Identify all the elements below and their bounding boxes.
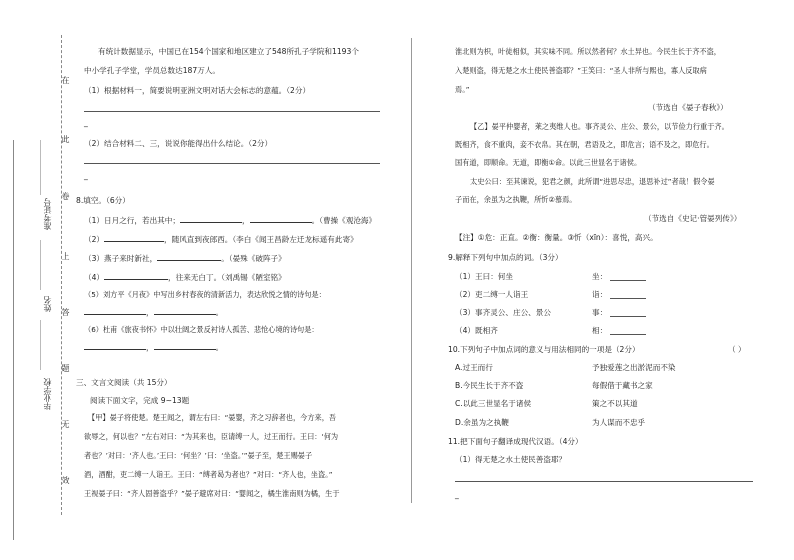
q10-option-b: 为人谋而不忠乎: [592, 418, 646, 427]
fill-text: ，往来无白丁。（刘禹锡《陋室铭》: [168, 273, 286, 282]
fill-text: （1）日月之行，若出其中；: [84, 216, 180, 225]
fill-blank[interactable]: [104, 233, 164, 242]
annotation-note: 【注】①危：正直。②衡：衡量。③忻（xīn）：喜悦，高兴。: [455, 233, 658, 242]
answer-dash: _: [84, 118, 88, 127]
exam-number-field[interactable]: [40, 140, 41, 195]
q9-word: 相：: [592, 326, 608, 335]
q9-sentence: （1）王曰：何坐: [455, 272, 513, 281]
passage-yi-line: 国有道，即顺命。无道，即衡①命。以此三世显名于诸侯。: [455, 158, 642, 167]
question-11: 11.把下面句子翻译成现代汉语。（4分）: [448, 437, 583, 446]
question-2: （2）结合材料二、三，说说你能得出什么结论。（2分）: [84, 139, 273, 148]
fill-item-3: [84, 252, 286, 264]
q11-sentence-1: （1）得无楚之水土使民善盗耶？: [455, 455, 567, 464]
intro-line: 中小学孔子学堂，学员总数达187万人。: [84, 66, 220, 75]
reading-intro: 阅读下面文字，完成 9~13题: [90, 396, 190, 405]
fill-text: 。（曹操《观沧海》: [311, 216, 377, 225]
q10-option-b: 策之不以其道: [592, 399, 638, 408]
answer-dash: _: [84, 171, 88, 180]
q10-option-b: 予独爱莲之出淤泥而不染: [592, 363, 676, 372]
passage-jia-line: 酒，酒酣，吏二缚一人诣王。王曰：“缚者曷为者也？”对曰：“齐人也，坐盗。”: [84, 470, 333, 479]
passage-jia-line: 者也？’对曰：‘齐人也。’王曰：‘何坐？’曰：‘坐盗。’”晏子至，楚王赐晏子: [84, 451, 313, 460]
q10-answer-paren[interactable]: （ ）: [728, 345, 746, 354]
q9-word: 诣：: [592, 290, 608, 299]
seal-char: 上: [61, 252, 70, 260]
column-divider: [411, 38, 412, 503]
fill-text: （6）杜甫《旅夜书怀》中以壮阔之景反衬诗人孤苦、悲怆心境的诗句是：: [84, 325, 319, 334]
q9-sentence: （2）吏二缚一人诣王: [455, 290, 529, 299]
q9-word: 事：: [592, 308, 608, 317]
passage-yi-line: 【乙】晏平仲婴者，莱之夷维人也。事齐灵公、庄公、景公，以节俭力行重于齐。: [470, 122, 729, 131]
fill-item-4: [84, 271, 286, 283]
seal-char: 效: [61, 476, 70, 484]
q9-word: 坐：: [592, 272, 608, 281]
passage-jia-line: 欲辱之，何以也？”左右对曰：“为其来也，臣请缚一人，过王而行。王曰：‘何为: [84, 432, 339, 441]
q9-sentence: （3）事齐灵公、庄公、景公: [455, 308, 551, 317]
seal-char: 题: [61, 364, 70, 372]
passage-jia-line: 【甲】晏子将使楚。楚王闻之，谓左右曰：“晏婴，齐之习辞者也，今方来，吾: [88, 413, 337, 422]
seal-char: 无: [61, 420, 70, 428]
binding-line-left: [13, 140, 14, 540]
q10-option-a: D.余虽为之执鞭: [455, 418, 509, 427]
question-10: 10.下列句子中加点词的意义与用法相同的一项是（2分）: [448, 345, 640, 354]
fill-text: ，随风直到夜郎西。（李白《闻王昌龄左迁龙标遥有此寄》: [164, 235, 358, 244]
q10-option-a: B.今民生长于齐不盗: [455, 381, 524, 390]
passage-yi-line: 既相齐，食不重肉，妾不衣帛。其在朝，君语及之，即危言；语不及之，即危行。: [455, 140, 714, 149]
passage-taishi-line: 太史公曰：至其谏说，犯君之颜，此所谓“进思尽忠，退思补过”者哉！假令晏: [470, 177, 715, 186]
passage-jia-cont: 焉。”: [455, 85, 470, 94]
seal-char: 在: [61, 76, 70, 84]
passage-taishi-line: 子而在，余虽为之执鞭，所忻②慕焉。: [455, 195, 577, 204]
fill-text: （3）燕子来时新社，: [84, 254, 158, 263]
fill-blank[interactable]: [84, 306, 146, 315]
fill-blank[interactable]: [180, 214, 242, 223]
intro-line: 有统计数据显示，中国已在154个国家和地区建立了548所孔子学院和1193个: [98, 47, 359, 56]
fill-item-2: [84, 233, 358, 245]
binding-line-right: [61, 35, 62, 515]
question-8: 8.填空。（6分）: [76, 196, 130, 205]
school-label: 毕业学校: [43, 378, 52, 410]
school-field[interactable]: [40, 320, 41, 370]
fill-blank[interactable]: [154, 306, 216, 315]
name-label: 姓名: [43, 296, 52, 312]
seal-char: 此: [61, 135, 70, 143]
fill-text: 。（晏殊《破阵子》: [221, 254, 286, 263]
fill-blank[interactable]: [157, 252, 221, 261]
section-3-heading: 三、文言文阅读（共 15分）: [76, 378, 172, 387]
fill-text: 。: [215, 343, 224, 352]
fill-item-6: [84, 325, 319, 335]
fill-item-5: [84, 290, 326, 300]
q9-answer[interactable]: [610, 280, 646, 281]
answer-dash: _: [455, 490, 459, 499]
answer-line[interactable]: [84, 111, 380, 112]
passage-jia-line: 王视晏子曰：“齐人固善盗乎？”晏子避席对曰：“婴闻之，橘生淮南则为橘，生于: [84, 489, 340, 498]
seal-char: 卷: [61, 192, 70, 200]
q9-answer[interactable]: [610, 316, 646, 317]
fill-blank[interactable]: [154, 341, 216, 350]
fill-blank[interactable]: [250, 214, 312, 223]
q11-answer-line[interactable]: [455, 481, 753, 482]
exam-number-label: 准考证号: [43, 198, 52, 230]
passage-jia-cont: 入楚则盗，得无楚之水土使民善盗耶？”王笑曰：“圣人非所与熙也，寡人反取病: [455, 66, 707, 75]
q10-option-b: 每假借于藏书之家: [592, 381, 653, 390]
fill-text: （2）: [84, 235, 105, 244]
fill-item-6-blanks: [84, 341, 223, 353]
fill-text: ，: [146, 343, 154, 352]
q9-sentence: （4）既相齐: [455, 326, 498, 335]
fill-item-5-blanks: [84, 306, 223, 318]
name-field[interactable]: [40, 240, 41, 290]
q10-option-a: C.以此三世显名于诸侯: [455, 399, 532, 408]
source-2: （节选自《史记·管晏列传》）: [644, 214, 742, 223]
passage-jia-cont: 淮北则为枳，叶徒相似，其实味不同。所以然者何？水土异也。今民生长于齐不盗，: [455, 47, 721, 56]
answer-line[interactable]: [84, 163, 380, 164]
fill-text: （4）: [84, 273, 105, 282]
seal-char: 答: [61, 308, 70, 316]
q10-option-a: A.过王而行: [455, 363, 493, 372]
fill-text: ，: [146, 308, 154, 317]
fill-text: ，: [241, 216, 250, 225]
question-9: 9.解释下列句中加点的词。（3分）: [448, 253, 563, 262]
fill-item-1: [84, 214, 376, 226]
fill-text: 。: [215, 308, 224, 317]
q9-answer[interactable]: [610, 298, 646, 299]
source-1: （节选自《晏子春秋》）: [648, 103, 728, 112]
fill-text: （5）刘方平《月夜》中写出乡村春夜的清新活力，表达欣悦之情的诗句是：: [84, 290, 326, 299]
fill-blank[interactable]: [84, 341, 146, 350]
question-1: （1）根据材料一，简要说明亚洲文明对话大会标志的意蕴。（2分）: [84, 86, 311, 95]
q9-answer[interactable]: [610, 334, 646, 335]
fill-blank[interactable]: [104, 271, 168, 280]
